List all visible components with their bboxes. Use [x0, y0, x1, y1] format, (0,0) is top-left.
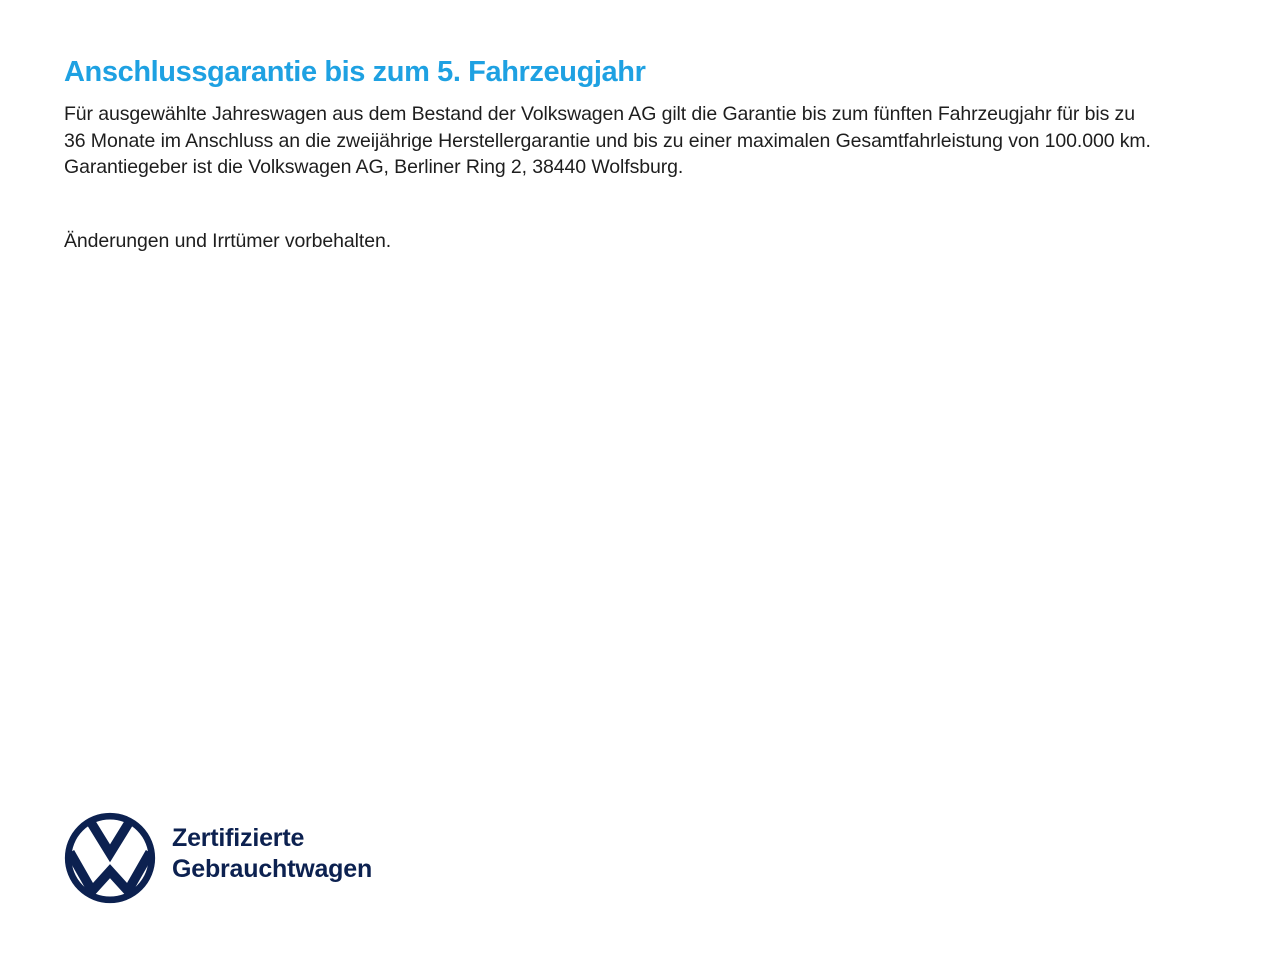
body-paragraph — [64, 101, 1151, 181]
brand-footer — [63, 811, 372, 905]
brand-line-1: Zertifizierte — [172, 824, 305, 852]
brand-line-2: Gebrauchtwagen — [172, 855, 373, 883]
brand-wordmark — [172, 823, 372, 885]
volkswagen-logo-icon — [63, 811, 157, 905]
body-line-1: Für ausgewählte Jahreswagen aus dem Bestand der Volkswagen AG gilt die Garantie bis zum fünften Fahrzeugjahr für bis zu — [64, 103, 1135, 125]
body-line-3: Garantiegeber ist die Volkswagen AG, Berliner Ring 2, 38440 Wolfsburg. — [64, 156, 684, 178]
page-title: Anschlussgarantie bis zum 5. Fahrzeugjahr — [64, 56, 646, 88]
disclaimer-text: Änderungen und Irrtümer vorbehalten. — [64, 230, 392, 252]
body-line-2: 36 Monate im Anschluss an die zweijährige Herstellergarantie und bis zu einer maximalen Gesamtfahrleistung von 100.000 km. — [64, 129, 1151, 152]
